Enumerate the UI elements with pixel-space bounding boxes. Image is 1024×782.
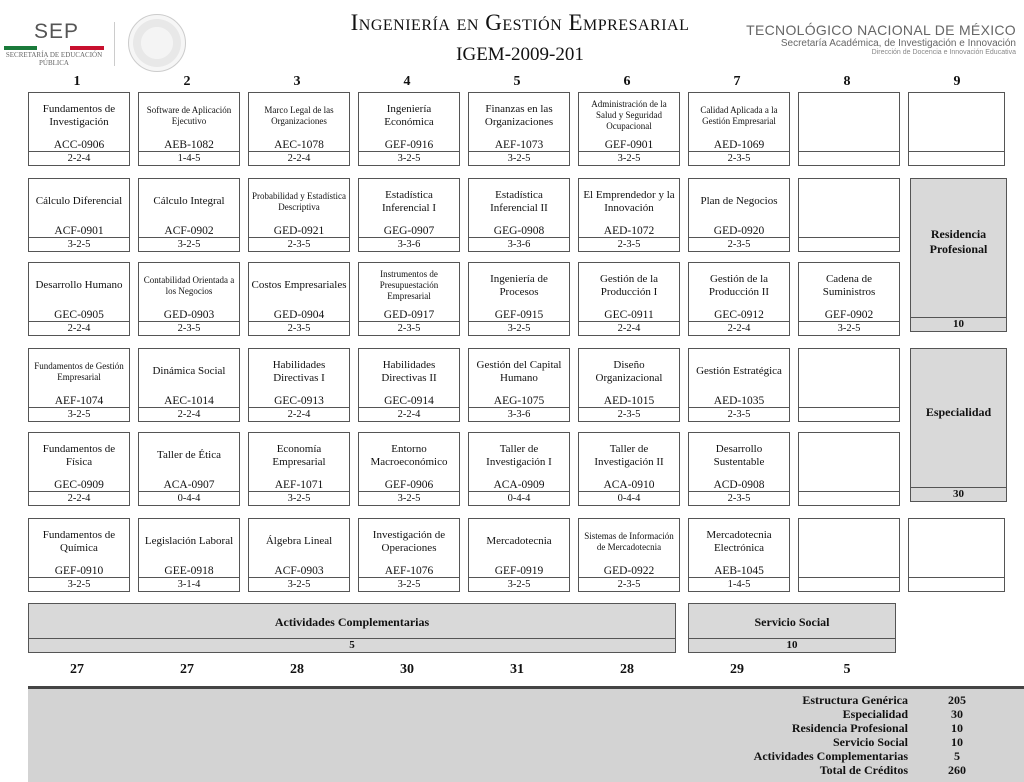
semester-header: 9: [953, 74, 961, 89]
course-name: Probabilidad y Estadística Descriptiva: [252, 190, 346, 212]
course-name: Habilidades Directivas I: [272, 358, 326, 384]
course-code: GED-0917: [359, 308, 459, 322]
activities-label: Actividades Complementarias: [274, 615, 430, 629]
course-name: [799, 179, 899, 224]
summary-row: [424, 749, 1024, 763]
sep-logo: [4, 18, 104, 70]
course-cell: [248, 92, 350, 166]
course-code: GEC-0905: [29, 308, 129, 322]
course-credits: 2-2-4: [617, 323, 641, 334]
semester-total: 31: [510, 662, 524, 677]
course-name: Plan de Negocios: [700, 195, 778, 207]
course-credits: 3-2-5: [507, 323, 531, 334]
institution-sub1: Secretaría Académica, de Investigación e Innovación: [780, 38, 1016, 49]
course-cell: [248, 178, 350, 252]
summary-row: [424, 763, 1024, 777]
course-name: Economía Empresarial: [272, 442, 326, 468]
course-name: Marco Legal de las Organizaciones: [264, 104, 334, 126]
course-code: [909, 564, 1004, 578]
course-name: Gestión Estratégica: [696, 365, 782, 377]
course-code: GEF-0902: [799, 308, 899, 322]
course-name: Fundamentos de Física: [42, 442, 116, 468]
course-credits: 0-4-4: [507, 493, 531, 504]
course-cell: [248, 348, 350, 422]
course-code: AED-1035: [689, 394, 789, 408]
course-credits: [799, 238, 899, 252]
course-credits: 2-3-5: [727, 493, 751, 504]
course-code: GEC-0909: [29, 478, 129, 492]
course-credits: 3-1-4: [177, 579, 201, 590]
course-name: Desarrollo Humano: [35, 279, 123, 291]
course-code: AEB-1082: [139, 138, 239, 152]
course-cell: [578, 178, 680, 252]
course-code: ACD-0908: [689, 478, 789, 492]
course-cell: [798, 262, 900, 336]
course-credits: 0-4-4: [177, 493, 201, 504]
semester-total: 29: [730, 662, 744, 677]
course-code: [799, 394, 899, 408]
course-name: Taller de Investigación I: [486, 442, 552, 468]
course-cell: [578, 262, 680, 336]
course-cell: [28, 92, 130, 166]
course-code: GED-0922: [579, 564, 679, 578]
course-code: ACF-0902: [139, 224, 239, 238]
summary-value: 5: [954, 749, 960, 763]
course-cell: [138, 518, 240, 592]
course-credits: 2-3-5: [397, 323, 421, 334]
course-name: Diseño Organizacional: [595, 358, 663, 384]
summary-label: Residencia Profesional: [791, 721, 908, 735]
course-code: AED-1015: [579, 394, 679, 408]
course-code: ACC-0906: [29, 138, 129, 152]
course-code: GED-0903: [139, 308, 239, 322]
course-name: Desarrollo Sustentable: [713, 442, 765, 468]
course-cell: [138, 178, 240, 252]
course-code: GEG-0907: [359, 224, 459, 238]
course-name: Calidad Aplicada a la Gestión Empresarial: [700, 104, 778, 126]
course-cell: [138, 348, 240, 422]
course-name: Taller de Ética: [157, 449, 221, 461]
summary-label: Total de Créditos: [819, 763, 908, 777]
course-cell: [468, 432, 570, 506]
semester-header: 7: [733, 74, 741, 89]
course-cell: [28, 262, 130, 336]
course-code: AEF-1073: [469, 138, 569, 152]
course-code: [799, 564, 899, 578]
course-cell: [358, 262, 460, 336]
course-credits: 2-2-4: [397, 409, 421, 420]
course-name: Cálculo Diferencial: [35, 195, 123, 207]
course-credits: 3-3-6: [397, 239, 421, 250]
social-service-value: 10: [689, 638, 895, 652]
semester-total: 28: [620, 662, 634, 677]
course-code: AEG-1075: [469, 394, 569, 408]
course-code: [799, 478, 899, 492]
course-cell: [798, 432, 900, 506]
course-cell: [358, 348, 460, 422]
course-name: Investigación de Operaciones: [372, 528, 446, 554]
flag-stripe: [4, 46, 104, 50]
semester-total: 30: [400, 662, 414, 677]
course-cell: [248, 432, 350, 506]
national-seal-icon: [128, 14, 186, 72]
semester-total: 27: [180, 662, 194, 677]
course-credits: [799, 492, 899, 506]
course-code: ACA-0910: [579, 478, 679, 492]
course-cell: [468, 92, 570, 166]
course-credits: 3-2-5: [67, 409, 91, 420]
course-credits: [799, 578, 899, 592]
course-cell: [248, 518, 350, 592]
activities-value: 5: [29, 638, 675, 652]
course-cell: [798, 178, 900, 252]
semester-header: 8: [843, 74, 851, 89]
course-name: Mercadotecnia: [486, 535, 552, 547]
especialidad-value: 30: [911, 487, 1006, 501]
course-cell: [468, 518, 570, 592]
course-code: GEF-0901: [579, 138, 679, 152]
course-name: Administración de la Salud y Seguridad Ocupacional: [591, 99, 667, 131]
course-cell: [578, 518, 680, 592]
course-credits: 2-2-4: [67, 153, 91, 164]
course-credits: 2-3-5: [727, 153, 751, 164]
course-credits: 3-2-5: [507, 579, 531, 590]
course-cell: [358, 518, 460, 592]
course-code: AEF-1074: [29, 394, 129, 408]
course-credits: 3-2-5: [397, 153, 421, 164]
course-code: ACF-0903: [249, 564, 349, 578]
summary-label: Especialidad: [842, 707, 908, 721]
especialidad-block: [910, 348, 1007, 502]
course-name: Gestión del Capital Humano: [476, 358, 562, 384]
sep-logo-subtext: SECRETARÍA DE EDUCACIÓN PÚBLICA: [5, 51, 103, 67]
institution-block: [746, 22, 1016, 56]
course-name: Estadística Inferencial II: [490, 188, 548, 214]
course-credits: 2-3-5: [727, 409, 751, 420]
course-name: [909, 93, 1004, 138]
course-name: Estadística Inferencial I: [381, 188, 437, 214]
course-credits: 3-3-6: [507, 409, 531, 420]
course-credits: 1-4-5: [727, 579, 751, 590]
semester-header: 3: [293, 74, 301, 89]
semester-header: 1: [73, 74, 81, 89]
course-cell: [138, 92, 240, 166]
course-cell: [468, 178, 570, 252]
course-name: Dinámica Social: [152, 365, 226, 377]
course-credits: 2-2-4: [67, 323, 91, 334]
summary-value: 30: [951, 707, 963, 721]
course-name: Fundamentos de Gestión Empresarial: [34, 360, 124, 382]
course-credits: 3-2-5: [287, 579, 311, 590]
course-cell: [688, 348, 790, 422]
course-code: GEC-0913: [249, 394, 349, 408]
social-service-label: Servicio Social: [754, 615, 830, 629]
course-code: GEC-0911: [579, 308, 679, 322]
course-credits: 2-3-5: [727, 239, 751, 250]
course-code: GEC-0914: [359, 394, 459, 408]
course-credits: 3-2-5: [617, 153, 641, 164]
course-credits: [799, 152, 899, 166]
summary-value: 10: [951, 735, 963, 749]
course-code: GEF-0919: [469, 564, 569, 578]
especialidad-label: Especialidad: [925, 405, 992, 419]
course-name: Gestión de la Producción I: [599, 272, 659, 298]
course-credits: 2-2-4: [287, 153, 311, 164]
course-code: GEF-0910: [29, 564, 129, 578]
course-name: [799, 349, 899, 394]
course-cell: [798, 518, 900, 592]
course-code: AED-1069: [689, 138, 789, 152]
course-credits: 3-3-6: [507, 239, 531, 250]
course-name: Gestión de la Producción II: [708, 272, 770, 298]
course-cell: [28, 348, 130, 422]
course-credits: 3-2-5: [397, 579, 421, 590]
course-cell: [688, 92, 790, 166]
course-name: Sistemas de Información de Mercadotecnia: [584, 530, 674, 552]
summary-label: Servicio Social: [833, 735, 908, 749]
course-cell: [578, 348, 680, 422]
course-cell: [688, 178, 790, 252]
plan-code: IGEM-2009-201: [456, 44, 584, 65]
course-name: Álgebra Lineal: [265, 535, 333, 547]
course-credits: 0-4-4: [617, 493, 641, 504]
summary-label: Actividades Complementarias: [753, 749, 908, 763]
course-code: GED-0920: [689, 224, 789, 238]
semester-header: 6: [623, 74, 631, 89]
course-cell: [358, 92, 460, 166]
residencia-block: [910, 178, 1007, 332]
course-code: AEF-1071: [249, 478, 349, 492]
course-name: Cálculo Integral: [153, 195, 225, 207]
summary-row: [424, 693, 1024, 707]
page-title: Ingeniería en Gestión Empresarial: [350, 10, 690, 35]
course-code: GED-0904: [249, 308, 349, 322]
course-cell: [908, 518, 1005, 592]
course-code: ACA-0909: [469, 478, 569, 492]
course-name: Legislación Laboral: [144, 535, 234, 547]
course-name: Ingeniería Económica: [384, 102, 434, 128]
course-code: GEG-0908: [469, 224, 569, 238]
course-credits: 2-2-4: [287, 409, 311, 420]
course-cell: [908, 92, 1005, 166]
course-credits: 3-2-5: [837, 323, 861, 334]
course-name: Software de Aplicación Ejecutivo: [146, 104, 232, 126]
summary-value: 260: [948, 763, 966, 777]
semester-header: 5: [513, 74, 521, 89]
course-code: GEF-0915: [469, 308, 569, 322]
summary-label: Estructura Genérica: [802, 693, 908, 707]
course-code: [799, 138, 899, 152]
course-name: Contabilidad Orientada a los Negocios: [143, 274, 235, 296]
course-code: AEC-1078: [249, 138, 349, 152]
course-code: [909, 138, 1004, 152]
course-name: Ingeniería de Procesos: [490, 272, 548, 298]
course-cell: [798, 92, 900, 166]
course-credits: 3-2-5: [177, 239, 201, 250]
course-credits: 3-2-5: [67, 239, 91, 250]
course-code: AEB-1045: [689, 564, 789, 578]
sep-logo-text: SEP: [34, 20, 80, 43]
course-cell: [688, 518, 790, 592]
course-name: Fundamentos de Química: [42, 528, 116, 554]
course-cell: [358, 178, 460, 252]
semester-header: 4: [403, 74, 411, 89]
course-cell: [688, 432, 790, 506]
logo-divider: [114, 22, 115, 66]
summary-row: [424, 721, 1024, 735]
summary-value: 10: [951, 721, 963, 735]
credits-summary: [28, 686, 1024, 782]
course-cell: [468, 262, 570, 336]
course-name: [799, 93, 899, 138]
residencia-label: Residencia Profesional: [929, 227, 988, 256]
course-code: GEF-0916: [359, 138, 459, 152]
course-cell: [688, 262, 790, 336]
course-name: Mercadotecnia Electrónica: [706, 528, 772, 554]
course-code: GEC-0912: [689, 308, 789, 322]
course-cell: [28, 432, 130, 506]
course-code: GEE-0918: [139, 564, 239, 578]
course-cell: [578, 92, 680, 166]
course-credits: 2-3-5: [287, 239, 311, 250]
summary-value: 205: [948, 693, 966, 707]
residencia-value: 10: [911, 317, 1006, 331]
course-name: [799, 519, 899, 564]
course-credits: 2-2-4: [727, 323, 751, 334]
course-name: Cadena de Suministros: [822, 272, 876, 298]
course-cell: [138, 262, 240, 336]
course-cell: [578, 432, 680, 506]
course-name: Fundamentos de Investigación: [42, 102, 116, 128]
course-cell: [798, 348, 900, 422]
course-credits: 2-3-5: [617, 239, 641, 250]
course-code: GED-0921: [249, 224, 349, 238]
course-credits: 3-2-5: [507, 153, 531, 164]
course-name: Taller de Investigación II: [594, 442, 664, 468]
course-credits: 1-4-5: [177, 153, 201, 164]
course-name: Finanzas en las Organizaciones: [484, 102, 554, 128]
course-credits: [799, 408, 899, 422]
course-name: Costos Empresariales: [251, 279, 347, 291]
course-credits: [909, 578, 1004, 592]
course-credits: [909, 152, 1004, 166]
course-cell: [358, 432, 460, 506]
course-code: ACF-0901: [29, 224, 129, 238]
course-name: [799, 433, 899, 478]
course-credits: 2-3-5: [177, 323, 201, 334]
course-credits: 2-2-4: [177, 409, 201, 420]
course-code: AEC-1014: [139, 394, 239, 408]
course-code: GEF-0906: [359, 478, 459, 492]
course-code: [799, 224, 899, 238]
semester-total: 27: [70, 662, 84, 677]
course-name: El Emprendedor y la Innovación: [583, 188, 675, 214]
course-cell: [138, 432, 240, 506]
course-credits: 3-2-5: [397, 493, 421, 504]
course-name: Entorno Macroeconómico: [370, 442, 448, 468]
social-service-block: [688, 603, 896, 653]
course-cell: [248, 262, 350, 336]
course-cell: [28, 178, 130, 252]
institution-sub2: Dirección de Docencia e Innovación Educativa: [871, 49, 1016, 56]
course-credits: 2-3-5: [617, 409, 641, 420]
activities-block: [28, 603, 676, 653]
summary-row: [424, 735, 1024, 749]
semester-total: 5: [843, 662, 851, 677]
course-name: [909, 519, 1004, 564]
course-credits: 2-2-4: [67, 493, 91, 504]
course-credits: 2-3-5: [617, 579, 641, 590]
course-cell: [468, 348, 570, 422]
semester-header: 2: [183, 74, 191, 89]
course-cell: [28, 518, 130, 592]
semester-total: 28: [290, 662, 304, 677]
course-credits: 3-2-5: [287, 493, 311, 504]
course-credits: 2-3-5: [287, 323, 311, 334]
course-name: Habilidades Directivas II: [381, 358, 437, 384]
course-name: Instrumentos de Presupuestación Empresarial: [379, 269, 439, 301]
course-code: ACA-0907: [139, 478, 239, 492]
course-code: AEF-1076: [359, 564, 459, 578]
course-credits: 3-2-5: [67, 579, 91, 590]
summary-row: [424, 707, 1024, 721]
course-code: AED-1072: [579, 224, 679, 238]
institution-name: TECNOLÓGICO NACIONAL DE MÉXICO: [746, 22, 1016, 38]
